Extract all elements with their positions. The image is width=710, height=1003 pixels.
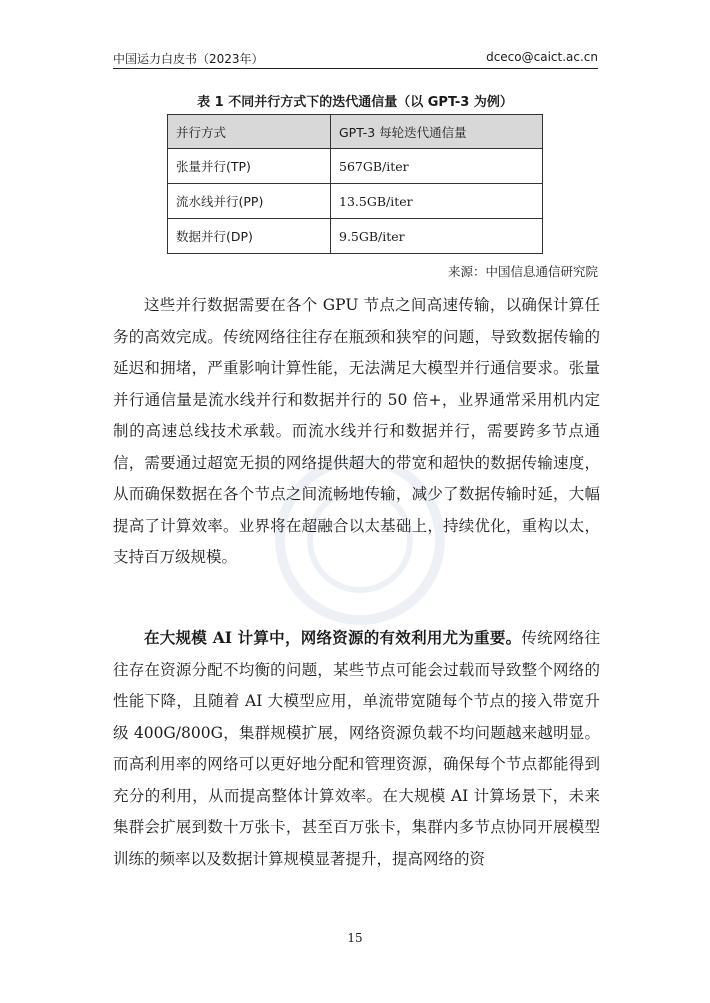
table-cell: 张量并行(TP) bbox=[168, 149, 331, 184]
column-header: GPT-3 每轮迭代通信量 bbox=[331, 115, 543, 149]
page-number: 15 bbox=[347, 931, 363, 945]
body-paragraph: 这些并行数据需要在各个 GPU 节点之间高速传输，以确保计算任务的高效完成。传统网络往往存在瓶颈和狭窄的问题，导致数据传输的延迟和拥堵，严重影响计算性能，无法满足大模型并行通信要求。张量并行通信量是流水线并行和数据并行的 50 倍+，业界通常采用机内定制的高速总线技术承载。而流水线并行和数据并行，需要跨多节点通信，需要通过超宽无损的网络提供超大的带宽和超快的数据传输速度，从而确保数据在各个节点之间流畅地传输，减少了数据传输时延，大幅提高了计算效率。业界将在超融合以太基础上，持续优化，重构以太，支持百万级规模。 bbox=[113, 296, 600, 566]
table-row bbox=[168, 184, 543, 219]
table-caption: 表 1 不同并行方式下的迭代通信量（以 GPT-3 为例） bbox=[197, 95, 513, 110]
header-title: 中国运力白皮书（2023年） bbox=[113, 52, 264, 66]
table-cell: 13.5GB/iter bbox=[331, 184, 543, 219]
table-cell: 9.5GB/iter bbox=[331, 219, 543, 254]
table-cell: 流水线并行(PP) bbox=[168, 184, 331, 219]
table-header-row bbox=[168, 115, 543, 149]
table-source: 来源：中国信息通信研究院 bbox=[447, 264, 598, 279]
column-header: 并行方式 bbox=[168, 115, 331, 149]
body-paragraph bbox=[113, 622, 600, 875]
table-cell: 567GB/iter bbox=[331, 149, 543, 184]
table-row bbox=[168, 219, 543, 254]
paragraph-text: 传统网络往往存在资源分配不均衡的问题，某些节点可能会过载而导致整个网络的性能下降，且随着 AI 大模型应用，单流带宽随每个节点的接入带宽升级 400G/800G，集群规模扩展，网络资源负载不均问题越来越明显。而高利用率的网络可以更好地分配和管理资源，确保每个节点都能得到充分的利用，从而提高整体计算效率。在大规模 AI 计算场景下，未来集群会扩展到数十万张卡，甚至百万张卡，集群内多节点协同开展模型训练的频率以及数据计算规模显著提升，提高网络的资 bbox=[113, 629, 600, 868]
bold-lead-sentence: 在大规模 AI 计算中，网络资源的有效利用尤为重要。 bbox=[144, 628, 522, 647]
page-header bbox=[113, 48, 598, 69]
table-cell: 数据并行(DP) bbox=[168, 219, 331, 254]
iteration-traffic-table bbox=[167, 114, 543, 254]
header-email: dceco@caict.ac.cn bbox=[486, 50, 598, 64]
table-row bbox=[168, 149, 543, 184]
